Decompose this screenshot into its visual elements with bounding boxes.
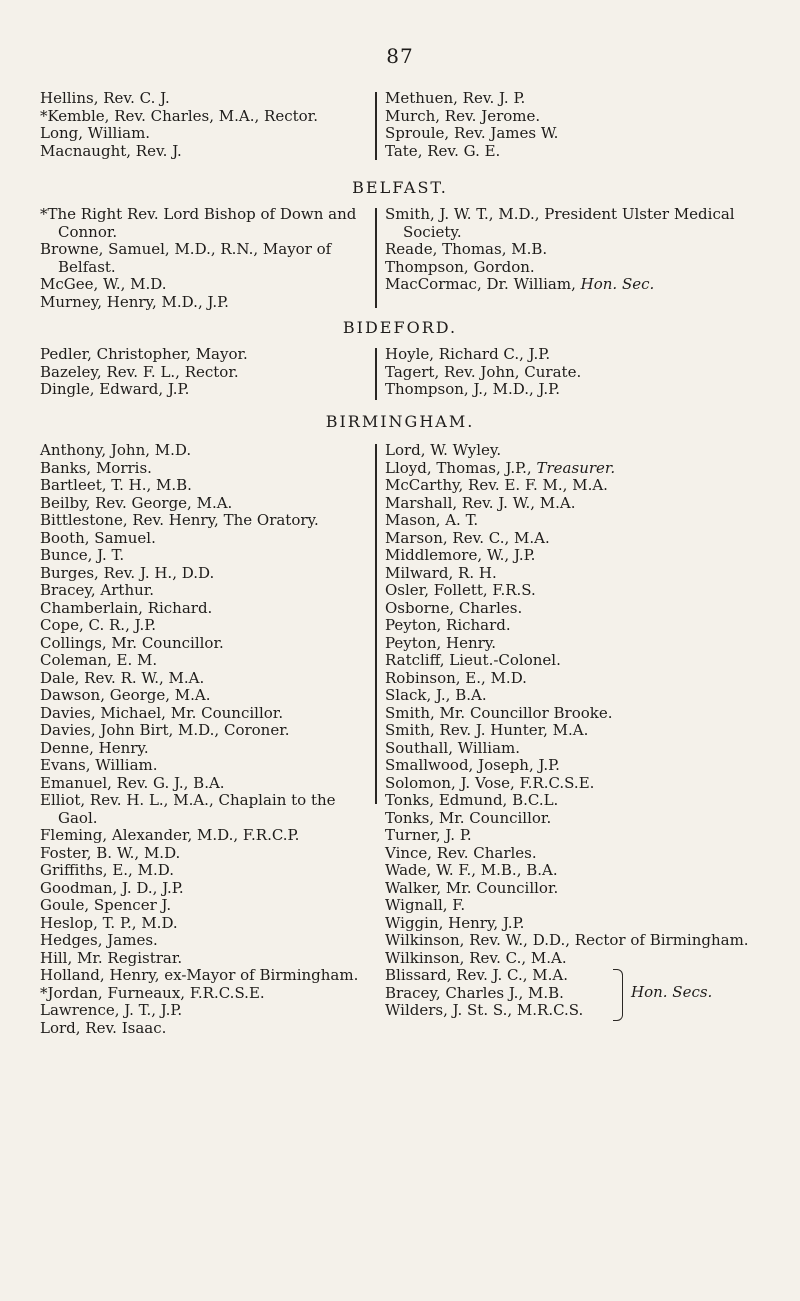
- list-item: Thompson, Gordon.: [385, 257, 535, 276]
- list-item: [385, 276, 760, 294]
- birmingham-right-column: [385, 442, 760, 1020]
- list-item: Cope, C. R., J.P.: [40, 616, 157, 634]
- list-item: Lord, W. Wyley.: [385, 441, 502, 459]
- list-item: Bunce, J. T.: [40, 546, 125, 564]
- list-item: Sproule, Rev. James W.: [385, 124, 559, 142]
- list-item: Holland, Henry, ex-Mayor of Birmingham.: [40, 966, 359, 984]
- list-item: Fleming, Alexander, M.D., F.R.C.P.: [40, 826, 300, 844]
- list-item: Tagert, Rev. John, Curate.: [385, 362, 582, 381]
- list-item: McCarthy, Rev. E. F. M., M.A.: [385, 476, 608, 494]
- belfast-left-column: [40, 206, 370, 311]
- top-left-column: [40, 90, 370, 160]
- list-item: Hellins, Rev. C. J.: [40, 89, 170, 107]
- list-item: Turner, J. P.: [385, 826, 472, 844]
- list-item: Smallwood, Joseph, J.P.: [385, 756, 560, 774]
- column-divider: [375, 444, 377, 804]
- list-item: Goule, Spencer J.: [40, 896, 172, 914]
- list-item: Blissard, Rev. J. C., M.A.: [385, 966, 569, 984]
- belfast-section: [40, 206, 760, 311]
- list-item: Wilkinson, Rev. C., M.A.: [385, 948, 567, 967]
- list-item: Bracey, Arthur.: [40, 581, 155, 599]
- column-divider: [375, 348, 377, 400]
- list-item: Osler, Follett, F.R.S.: [385, 581, 536, 599]
- list-item: Foster, B. W., M.D.: [40, 843, 181, 862]
- list-item: Collings, Mr. Councillor.: [40, 633, 224, 652]
- list-item: Heslop, T. P., M.D.: [40, 913, 178, 932]
- birmingham-left-column: [40, 442, 370, 1037]
- list-item: Methuen, Rev. J. P.: [385, 89, 526, 107]
- list-item: Bazeley, Rev. F. L., Rector.: [40, 362, 239, 381]
- list-item: Walker, Mr. Councillor.: [385, 878, 559, 897]
- bideford-right-column: [385, 346, 760, 399]
- list-item: Denne, Henry.: [40, 738, 149, 757]
- list-item: Davies, John Birt, M.D., Coroner.: [40, 721, 290, 739]
- list-item: Macnaught, Rev. J.: [40, 141, 182, 160]
- entry-role: Treasurer.: [536, 458, 616, 477]
- entry-role: Hon. Sec.: [580, 275, 655, 293]
- list-item: Robinson, E., M.D.: [385, 668, 527, 687]
- list-item: Chamberlain, Richard.: [40, 598, 213, 617]
- list-item: Banks, Morris.: [40, 458, 152, 477]
- list-item: [385, 460, 760, 478]
- heading-birmingham: BIRMINGHAM.: [325, 412, 475, 431]
- list-item: Tate, Rev. G. E.: [385, 141, 501, 160]
- column-divider: [375, 92, 377, 160]
- list-item: Dawson, George, M.A.: [40, 686, 211, 704]
- list-item: Wade, W. F., M.B., B.A.: [385, 861, 558, 879]
- list-item: Goodman, J. D., J.P.: [40, 878, 184, 897]
- list-item: Long, William.: [40, 124, 151, 142]
- list-item: Bittlestone, Rev. Henry, The Oratory.: [40, 511, 319, 529]
- list-item: Southall, William.: [385, 738, 521, 757]
- list-item: Peyton, Richard.: [385, 616, 511, 634]
- list-item: Murney, Henry, M.D., J.P.: [40, 292, 229, 311]
- list-item: Wignall, F.: [385, 896, 466, 914]
- list-item: Griffiths, E., M.D.: [40, 861, 174, 879]
- list-item: Middlemore, W., J.P.: [385, 546, 536, 564]
- list-item: Emanuel, Rev. G. J., B.A.: [40, 773, 225, 792]
- top-section: [40, 90, 760, 160]
- list-item: Wilkinson, Rev. W., D.D., Rector of Birmingham.: [385, 931, 749, 949]
- list-item: Smith, Rev. J. Hunter, M.A.: [385, 721, 589, 739]
- heading-bideford: BIDEFORD.: [342, 318, 458, 337]
- list-item: Lord, Rev. Isaac.: [40, 1018, 167, 1037]
- list-item: Peyton, Henry.: [385, 633, 497, 652]
- list-item: McGee, W., M.D.: [40, 275, 167, 293]
- list-item: Ratcliff, Lieut.-Colonel.: [385, 651, 561, 669]
- entry-name: MacCormac, Dr. William,: [385, 275, 576, 293]
- list-item: Evans, William.: [40, 756, 158, 774]
- list-item: Mason, A. T.: [385, 511, 479, 529]
- list-item: Bracey, Charles J., M.B.: [385, 983, 564, 1002]
- list-item: Dingle, Edward, J.P.: [40, 380, 190, 398]
- list-item: Hoyle, Richard C., J.P.: [385, 345, 551, 363]
- entry-name: Lloyd, Thomas, J.P.,: [385, 458, 532, 477]
- list-item: Thompson, J., M.D., J.P.: [385, 380, 560, 398]
- list-item: Burges, Rev. J. H., D.D.: [40, 563, 215, 582]
- secretaries-role: Hon. Secs.: [631, 983, 713, 1001]
- list-item: Bartleet, T. H., M.B.: [40, 476, 192, 494]
- list-item: Browne, Samuel, M.D., R.N., Mayor of Belfast.: [40, 240, 332, 276]
- bideford-section: [40, 346, 760, 401]
- list-item: Tonks, Mr. Councillor.: [385, 808, 552, 827]
- page-number: 87: [386, 44, 414, 68]
- secretaries-group: [385, 967, 760, 1020]
- list-item: Pedler, Christopher, Mayor.: [40, 345, 248, 363]
- list-item: Lawrence, J. T., J.P.: [40, 1001, 183, 1019]
- list-item: Hedges, James.: [40, 931, 158, 949]
- list-item: Booth, Samuel.: [40, 528, 156, 547]
- bideford-left-column: [40, 346, 370, 399]
- list-item: Marson, Rev. C., M.A.: [385, 528, 550, 547]
- list-item: Wilders, J. St. S., M.R.C.S.: [385, 1001, 584, 1019]
- list-item: Hill, Mr. Registrar.: [40, 948, 183, 967]
- list-item: Vince, Rev. Charles.: [385, 843, 537, 862]
- list-item: Smith, J. W. T., M.D., President Ulster Medical Society.: [385, 205, 735, 241]
- list-item: Beilby, Rev. George, M.A.: [40, 493, 233, 512]
- list-item: Murch, Rev. Jerome.: [385, 106, 541, 125]
- list-item: Anthony, John, M.D.: [40, 441, 192, 459]
- list-item: Reade, Thomas, M.B.: [385, 240, 548, 258]
- list-item: *The Right Rev. Lord Bishop of Down and Connor.: [40, 205, 357, 241]
- heading-belfast: BELFAST.: [352, 178, 448, 197]
- top-right-column: [385, 90, 760, 160]
- list-item: Marshall, Rev. J. W., M.A.: [385, 493, 576, 512]
- list-item: Wiggin, Henry, J.P.: [385, 913, 525, 932]
- list-item: Smith, Mr. Councillor Brooke.: [385, 703, 613, 722]
- list-item: *Kemble, Rev. Charles, M.A., Rector.: [40, 106, 318, 125]
- column-divider: [375, 208, 377, 308]
- belfast-right-column: [385, 206, 760, 294]
- list-item: Osborne, Charles.: [385, 598, 523, 617]
- birmingham-section: [40, 442, 760, 1222]
- list-item: Dale, Rev. R. W., M.A.: [40, 668, 205, 687]
- list-item: Solomon, J. Vose, F.R.C.S.E.: [385, 773, 595, 792]
- brace: [613, 969, 623, 1021]
- list-item: *Jordan, Furneaux, F.R.C.S.E.: [40, 983, 265, 1002]
- list-item: Elliot, Rev. H. L., M.A., Chaplain to the Gaol.: [40, 791, 336, 827]
- list-item: Milward, R. H.: [385, 563, 497, 582]
- list-item: Slack, J., B.A.: [385, 686, 487, 704]
- list-item: Davies, Michael, Mr. Councillor.: [40, 703, 284, 722]
- list-item: Coleman, E. M.: [40, 651, 158, 669]
- list-item: Tonks, Edmund, B.C.L.: [385, 791, 559, 809]
